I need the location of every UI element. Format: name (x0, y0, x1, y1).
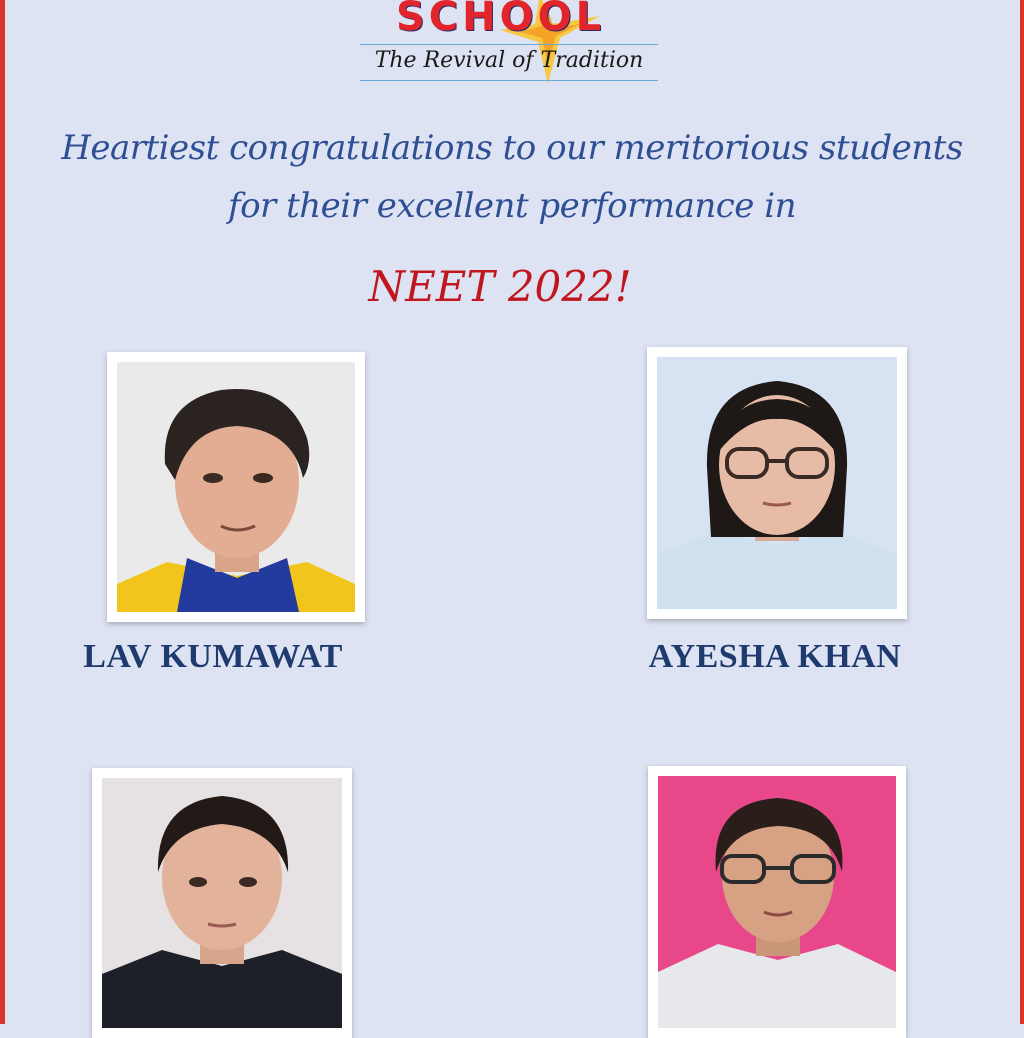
student-portrait-3 (102, 778, 342, 1028)
logo-divider-top (360, 44, 658, 45)
school-logo (360, 0, 658, 84)
headline-line-2: for their excellent performance in (227, 186, 797, 226)
student-photo-4 (648, 766, 906, 1038)
exam-title: NEET 2022! (368, 262, 632, 311)
student-portrait-4 (658, 776, 896, 1028)
student-name-2: AYESHA KHAN (648, 638, 902, 675)
student-photo-1 (107, 352, 365, 622)
school-wordmark: SCHOOL (396, 0, 606, 40)
headline-line-1: Heartiest congratulations to our meritorious students (61, 128, 963, 168)
student-name-1: LAV KUMAWAT (83, 638, 343, 675)
school-tagline: The Revival of Tradition (374, 48, 644, 73)
student-photo-3 (92, 768, 352, 1038)
student-portrait-1 (117, 362, 355, 612)
logo-divider-bottom (360, 80, 658, 81)
student-portrait-2 (657, 357, 897, 609)
student-photo-2 (647, 347, 907, 619)
